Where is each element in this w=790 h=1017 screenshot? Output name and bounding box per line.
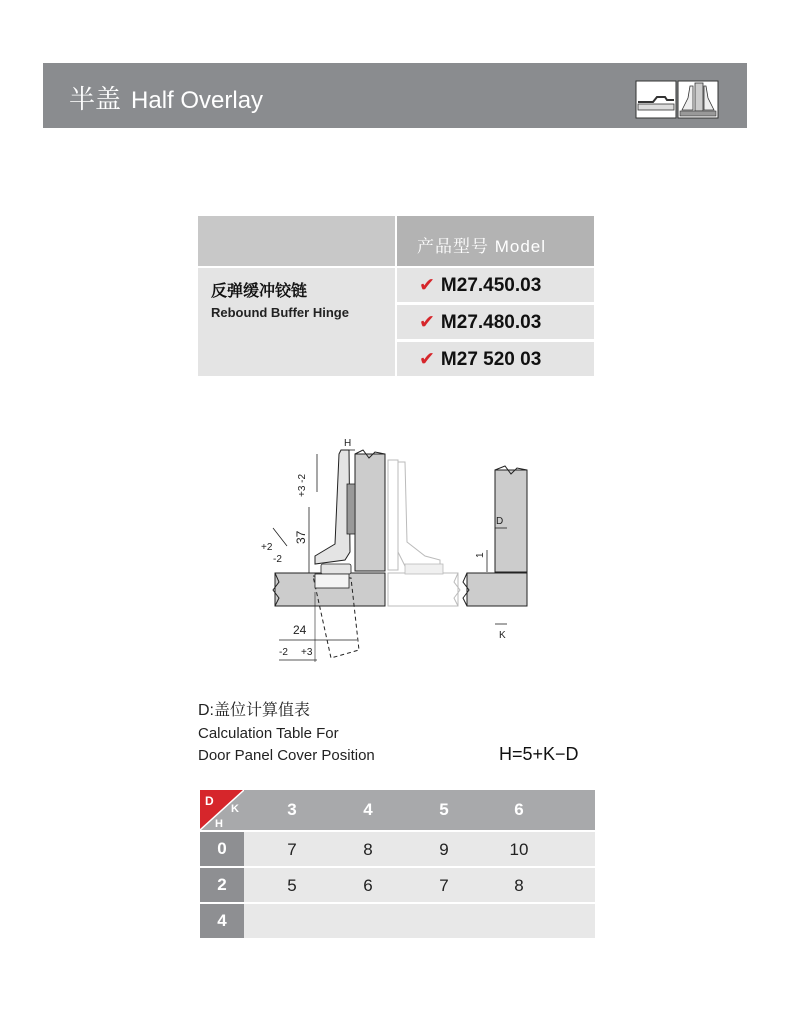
cabinet-panel bbox=[355, 454, 385, 571]
calc-table bbox=[200, 790, 595, 938]
model-table-header-blank bbox=[198, 216, 395, 266]
header-bar bbox=[43, 63, 747, 128]
k-header-row bbox=[244, 790, 595, 830]
model-row bbox=[397, 342, 594, 376]
h-value: 7 bbox=[287, 840, 297, 859]
k-value: 6 bbox=[514, 800, 524, 819]
table-row bbox=[200, 868, 595, 902]
label-minus2-b: -2 bbox=[279, 647, 288, 658]
check-icon: ✔ bbox=[419, 275, 435, 296]
d-value: 2 bbox=[200, 868, 244, 902]
h-value: 5 bbox=[287, 876, 297, 895]
table-row bbox=[200, 904, 595, 938]
label-plus2: +2 bbox=[261, 542, 273, 553]
h-value: 8 bbox=[514, 876, 524, 895]
h-value: 6 bbox=[363, 876, 373, 895]
label-d: D bbox=[496, 516, 504, 527]
h-value: 10 bbox=[509, 840, 529, 859]
hinge-arm bbox=[315, 450, 350, 564]
model-table bbox=[198, 216, 594, 376]
product-name-en: Rebound Buffer Hinge bbox=[211, 305, 349, 320]
formula: H=5+K−D bbox=[499, 744, 579, 764]
calc-title-cn: D:盖位计算值表 bbox=[198, 702, 311, 719]
label-37: 37 bbox=[294, 530, 308, 544]
label-h: H bbox=[344, 438, 352, 449]
h-value: 8 bbox=[363, 840, 373, 859]
product-name-cn: 反弹缓冲铰链 bbox=[211, 283, 308, 300]
model-row bbox=[397, 305, 594, 339]
corner-cell bbox=[200, 790, 244, 830]
k-value: 4 bbox=[363, 800, 373, 819]
model-table-header: 产品型号 Model bbox=[397, 216, 594, 266]
label-24: 24 bbox=[293, 623, 307, 637]
corner-h: H bbox=[215, 818, 223, 830]
page-title bbox=[69, 79, 263, 116]
check-icon: ✔ bbox=[419, 349, 435, 370]
corner-k: K bbox=[231, 803, 239, 815]
product-name-cell bbox=[198, 268, 395, 376]
label-plus3-b: +3 bbox=[301, 647, 313, 658]
label-plus3-minus2: +3 -2 bbox=[297, 473, 308, 497]
k-value: 3 bbox=[287, 800, 297, 819]
model-number: M27.450.03 bbox=[440, 275, 542, 296]
model-number: M27.480.03 bbox=[440, 312, 542, 333]
check-icon: ✔ bbox=[419, 312, 435, 333]
calc-title-en-line2: Door Panel Cover Position bbox=[198, 747, 375, 764]
row-body bbox=[244, 904, 595, 938]
row-body bbox=[244, 868, 595, 902]
d-value: 0 bbox=[200, 832, 244, 866]
hinge-overlay-icon bbox=[635, 80, 719, 119]
label-k: K bbox=[499, 630, 506, 641]
corner-d: D bbox=[205, 794, 214, 808]
model-row bbox=[397, 268, 594, 302]
page-title-en: Half Overlay bbox=[131, 87, 264, 114]
table-row bbox=[200, 832, 595, 866]
model-number: M27 520 03 bbox=[440, 349, 542, 370]
calc-title-en-line1: Calculation Table For bbox=[198, 725, 339, 742]
h-value: 9 bbox=[439, 840, 449, 859]
label-minus2: -2 bbox=[273, 554, 282, 565]
h-value: 7 bbox=[439, 876, 449, 895]
page-title-cn: 半盖 bbox=[69, 85, 122, 115]
k-value: 5 bbox=[439, 800, 449, 819]
d-value: 4 bbox=[200, 904, 244, 938]
row-body bbox=[244, 832, 595, 866]
hinge-technical-diagram bbox=[255, 432, 535, 668]
label-1: 1 bbox=[475, 552, 486, 558]
